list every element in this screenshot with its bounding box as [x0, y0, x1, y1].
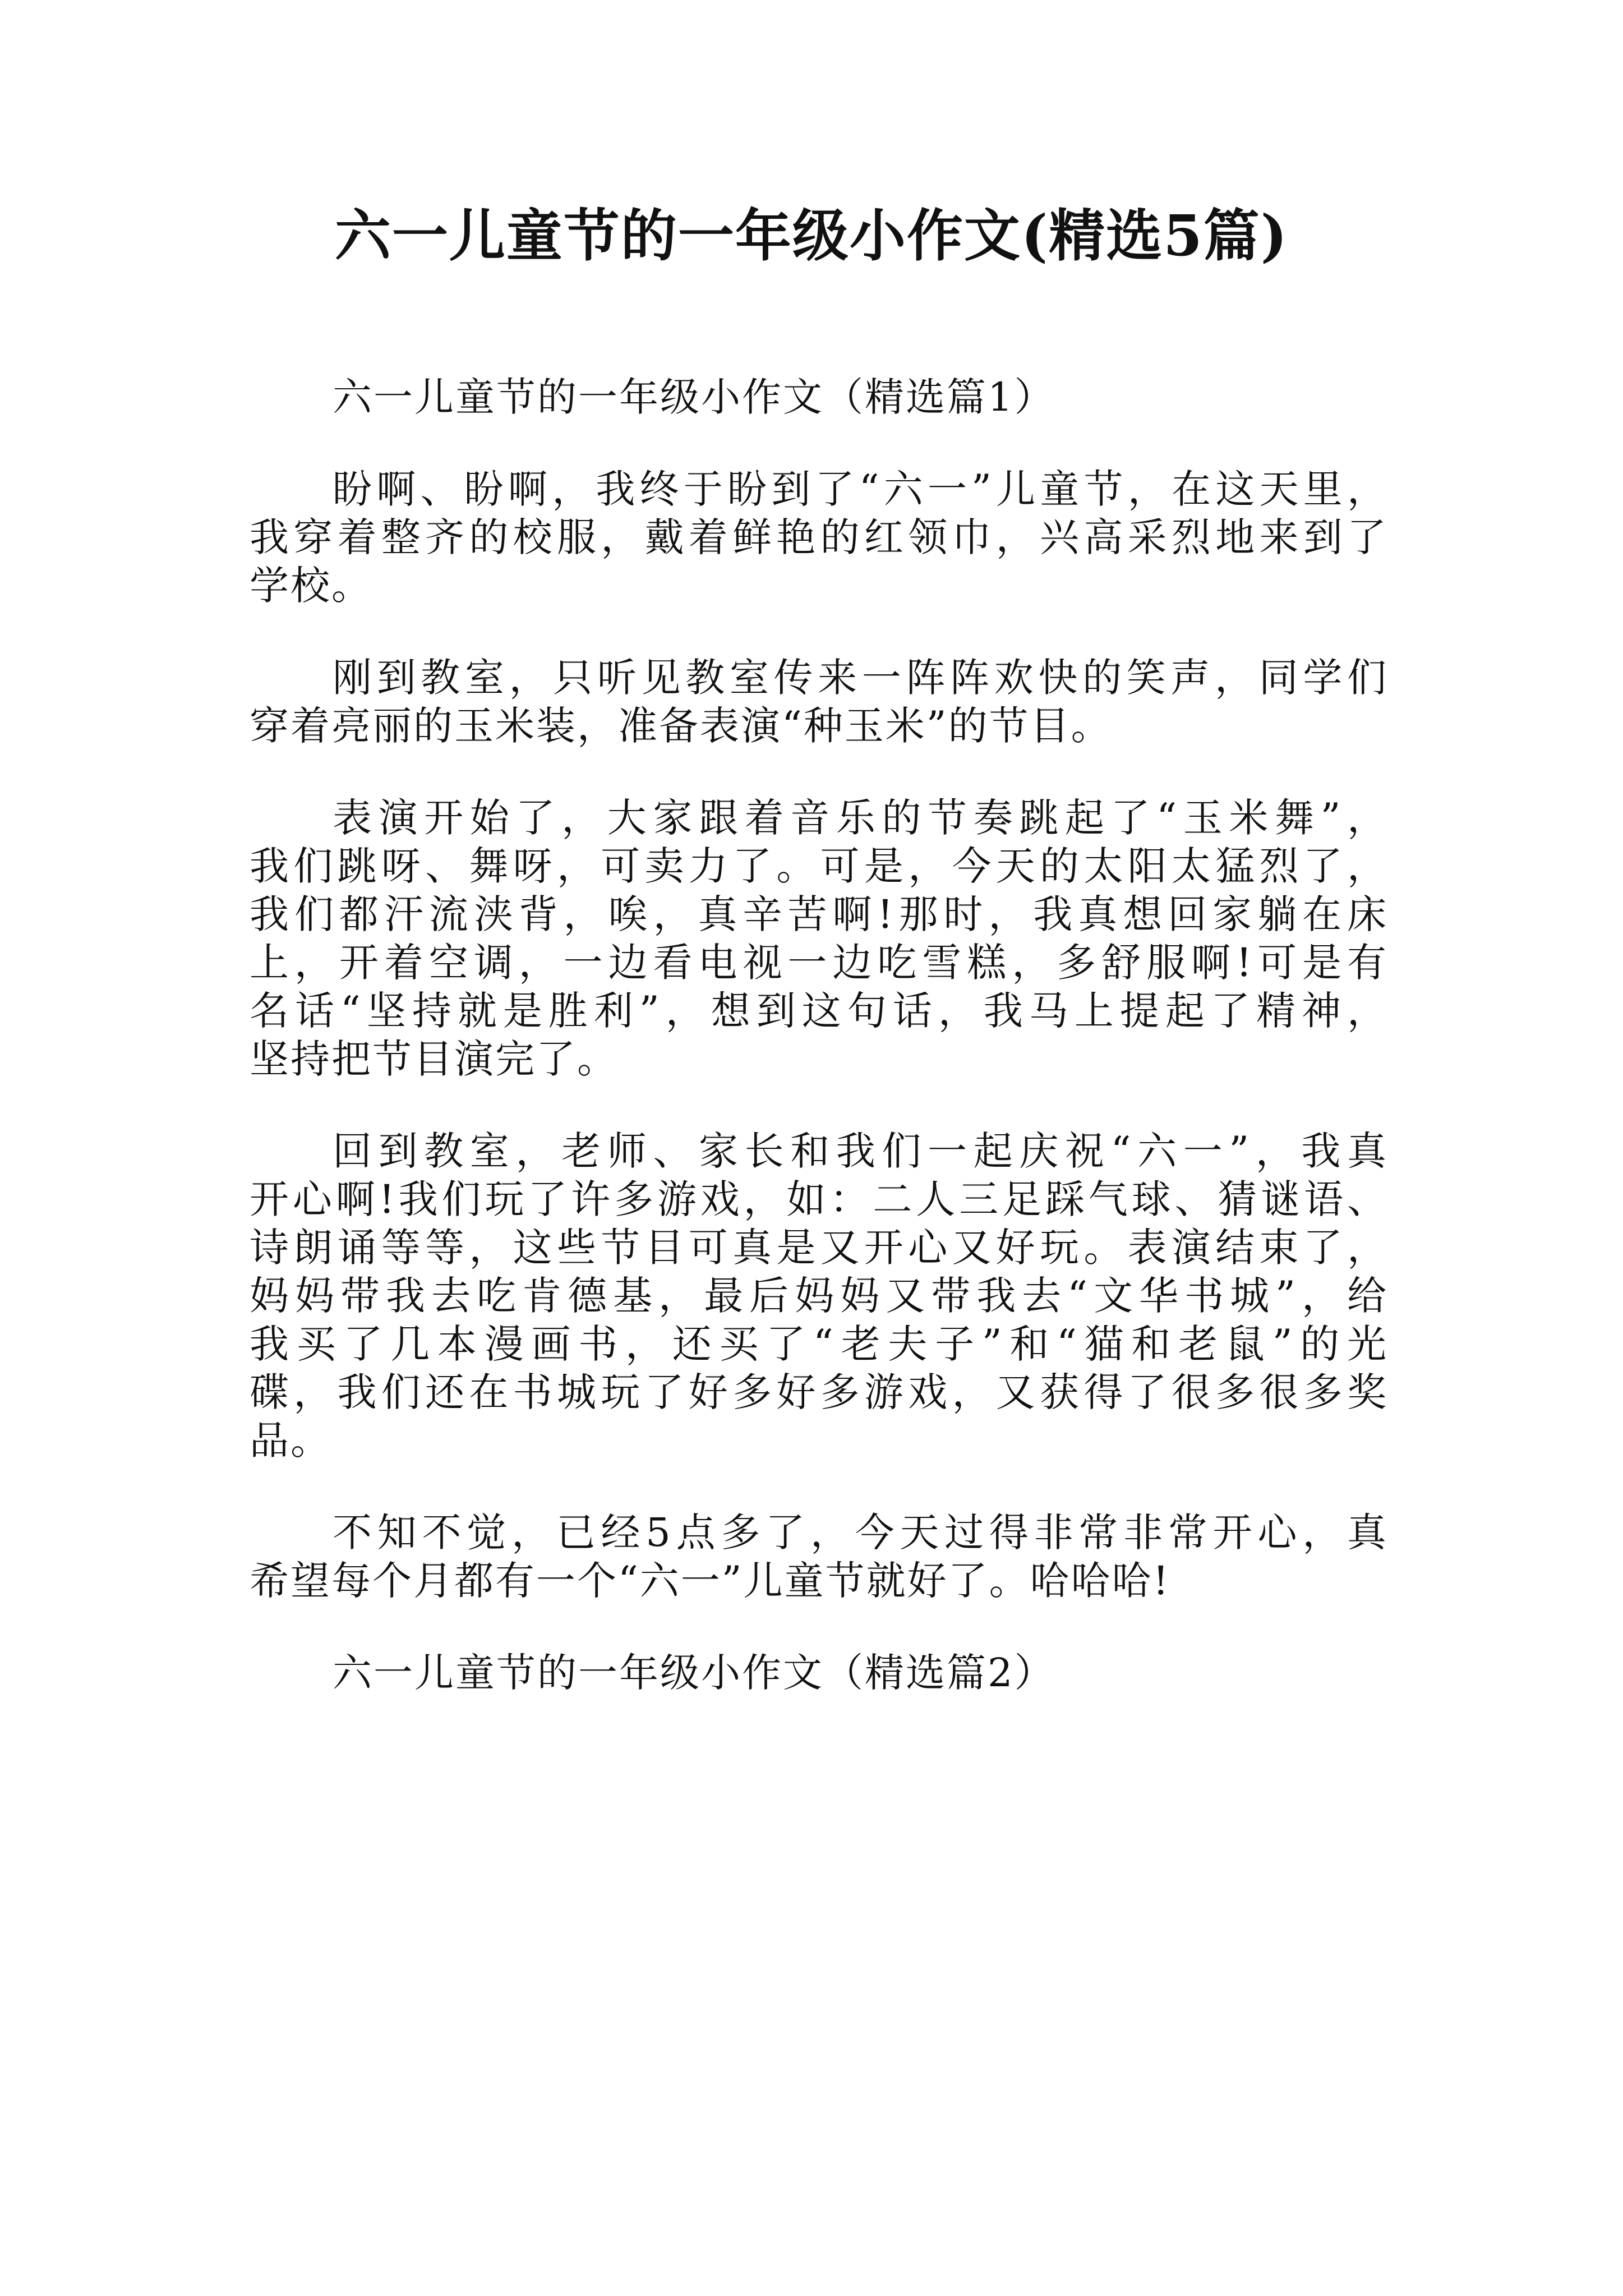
text-line: 学校。 — [250, 563, 372, 609]
text-line: 我们跳呀、舞呀，可卖力了。可是，今天的太阳太猛烈了， — [250, 843, 1388, 889]
text-line: 六一儿童节的一年级小作文（精选篇2） — [333, 1650, 1055, 1696]
text-line: 碟，我们还在书城玩了好多好多游戏，又获得了很多很多奖 — [250, 1369, 1388, 1415]
paragraph — [250, 1127, 1388, 1465]
document-body — [250, 373, 1388, 1741]
text-line: 穿着亮丽的玉米装，准备表演“种玉米”的节目。 — [250, 703, 1112, 749]
document-title: 六一儿童节的一年级小作文(精选5篇) — [334, 203, 1289, 269]
paragraph — [250, 794, 1388, 1083]
text-line: 六一儿童节的一年级小作文（精选篇1） — [333, 374, 1055, 420]
text-line: 妈妈带我去吃肯德基，最后妈妈又带我去“文华书城”，给 — [250, 1273, 1388, 1319]
text-line: 上，开着空调，一边看电视一边吃雪糕，多舒服啊!可是有 — [250, 940, 1388, 986]
paragraph — [250, 465, 1388, 610]
text-line: 我们都汗流浃背，唉，真辛苦啊!那时，我真想回家躺在床 — [250, 891, 1388, 937]
section-heading — [250, 373, 1388, 421]
text-line: 盼啊、盼啊，我终于盼到了“六一”儿童节，在这天里， — [333, 466, 1388, 512]
paragraph — [250, 654, 1388, 750]
paragraph — [250, 1508, 1388, 1605]
text-line: 品。 — [250, 1418, 331, 1464]
section-heading — [250, 1649, 1388, 1697]
text-line: 诗朗诵等等，这些节目可真是又开心又好玩。表演结束了， — [250, 1225, 1388, 1271]
text-line: 我穿着整齐的校服，戴着鲜艳的红领巾，兴高采烈地来到了 — [250, 514, 1388, 560]
text-line: 我买了几本漫画书，还买了“老夫子”和“猫和老鼠”的光 — [250, 1321, 1388, 1367]
text-line: 刚到教室，只听见教室传来一阵阵欢快的笑声，同学们 — [333, 655, 1388, 701]
text-line: 名话“坚持就是胜利”，想到这句话，我马上提起了精神， — [250, 988, 1388, 1034]
text-line: 回到教室，老师、家长和我们一起庆祝“六一”，我真 — [333, 1128, 1388, 1174]
text-line: 希望每个月都有一个“六一”儿童节就好了。哈哈哈! — [250, 1558, 1170, 1604]
text-line: 表演开始了，大家跟着音乐的节奏跳起了“玉米舞”， — [333, 795, 1388, 841]
text-line: 开心啊!我们玩了许多游戏，如：二人三足踩气球、猜谜语、 — [250, 1176, 1388, 1222]
text-line: 不知不觉，已经5点多了，今天过得非常非常开心，真 — [333, 1510, 1388, 1556]
text-line: 坚持把节目演完了。 — [250, 1036, 618, 1082]
